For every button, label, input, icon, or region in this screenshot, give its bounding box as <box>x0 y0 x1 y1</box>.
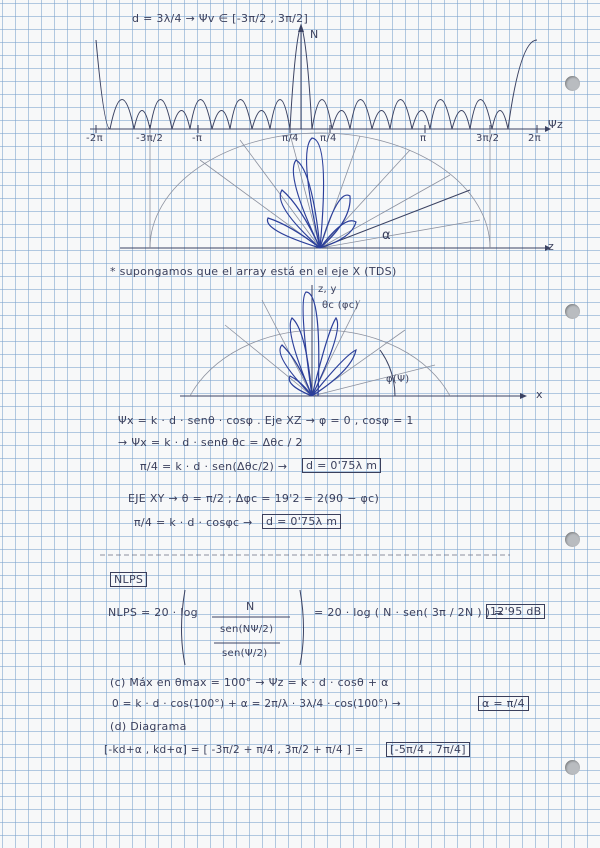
psi-tick: π <box>420 133 427 144</box>
equation-5: π/4 = k · d · cosφc → <box>134 516 253 529</box>
psi-tick: 3π/2 <box>476 133 500 144</box>
axis-psi-label: Ψz <box>548 118 564 131</box>
paren-right <box>300 590 304 665</box>
phi-label: φ(Ψ) <box>386 374 410 385</box>
part-d: (d) Diagrama <box>110 720 187 733</box>
nlps-numerator: N <box>246 600 255 613</box>
nlps-denominator-numerator: sen(NΨ/2) <box>220 624 274 635</box>
note-array: * supongamos que el array está en el eje X (TDS) <box>110 265 397 278</box>
part-c-equation: 0 = k · d · cos(100°) + α = 2π/λ · 3λ/4 · cos(100°) → <box>112 698 402 710</box>
equation-1: Ψx = k · d · senθ · cosφ . Eje XZ → φ = 0 , cosφ = 1 <box>118 414 414 427</box>
part-d-result: [-5π/4 , 7π/4] <box>386 742 470 757</box>
axis-top-label: N <box>310 28 319 41</box>
result-box: d = 0'75λ m <box>262 514 341 529</box>
nlps-denominator-denominator: sen(Ψ/2) <box>222 648 268 659</box>
axis-x-label: x <box>536 388 543 401</box>
psi-tick: -3π/2 <box>136 133 164 144</box>
psi-tick: π/4 <box>320 133 337 144</box>
alpha-label: α <box>382 228 391 243</box>
header-formula: d = 3λ/4 → Ψv ∈ [-3π/2 , 3π/2] <box>132 12 309 25</box>
nlps-equation-lhs: NLPS = 20 · log <box>108 606 198 619</box>
nlps-label: NLPS <box>110 572 147 587</box>
psi-tick: -π <box>192 133 203 144</box>
psi-tick: 2π <box>528 133 541 144</box>
result-box: d = 0'75λ m <box>302 458 381 473</box>
equation-4: EJE XY → θ = π/2 ; Δφc = 19'2 = 2(90 − φc) <box>128 492 380 505</box>
equation-2: → Ψx = k · d · senθ θc = Δθc / 2 <box>118 436 303 449</box>
part-c-result: α = π/4 <box>478 696 529 711</box>
polar-diagram-1 <box>120 133 551 251</box>
axis2-label: z, y <box>318 284 337 295</box>
psi-tick: -2π <box>86 133 103 144</box>
paren-left <box>182 590 186 665</box>
nlps-result: 12'95 dB <box>486 604 545 619</box>
equation-3: π/4 = k · d · sen(Δθc/2) → <box>140 460 288 473</box>
theta-label: θc (φc) <box>322 300 359 311</box>
axis-z-label: z <box>548 240 555 253</box>
psi-tick: π/4 <box>282 133 299 144</box>
part-c: (c) Máx en θmax = 100° → Ψz = k · d · cosθ + α <box>110 676 389 689</box>
nlps-middle: = 20 · log ( N · sen( 3π / 2N ) ) = <box>314 606 504 619</box>
part-d-equation: [-kd+α , kd+α] = [ -3π/2 + π/4 , 3π/2 + π/4 ] = <box>104 744 364 756</box>
